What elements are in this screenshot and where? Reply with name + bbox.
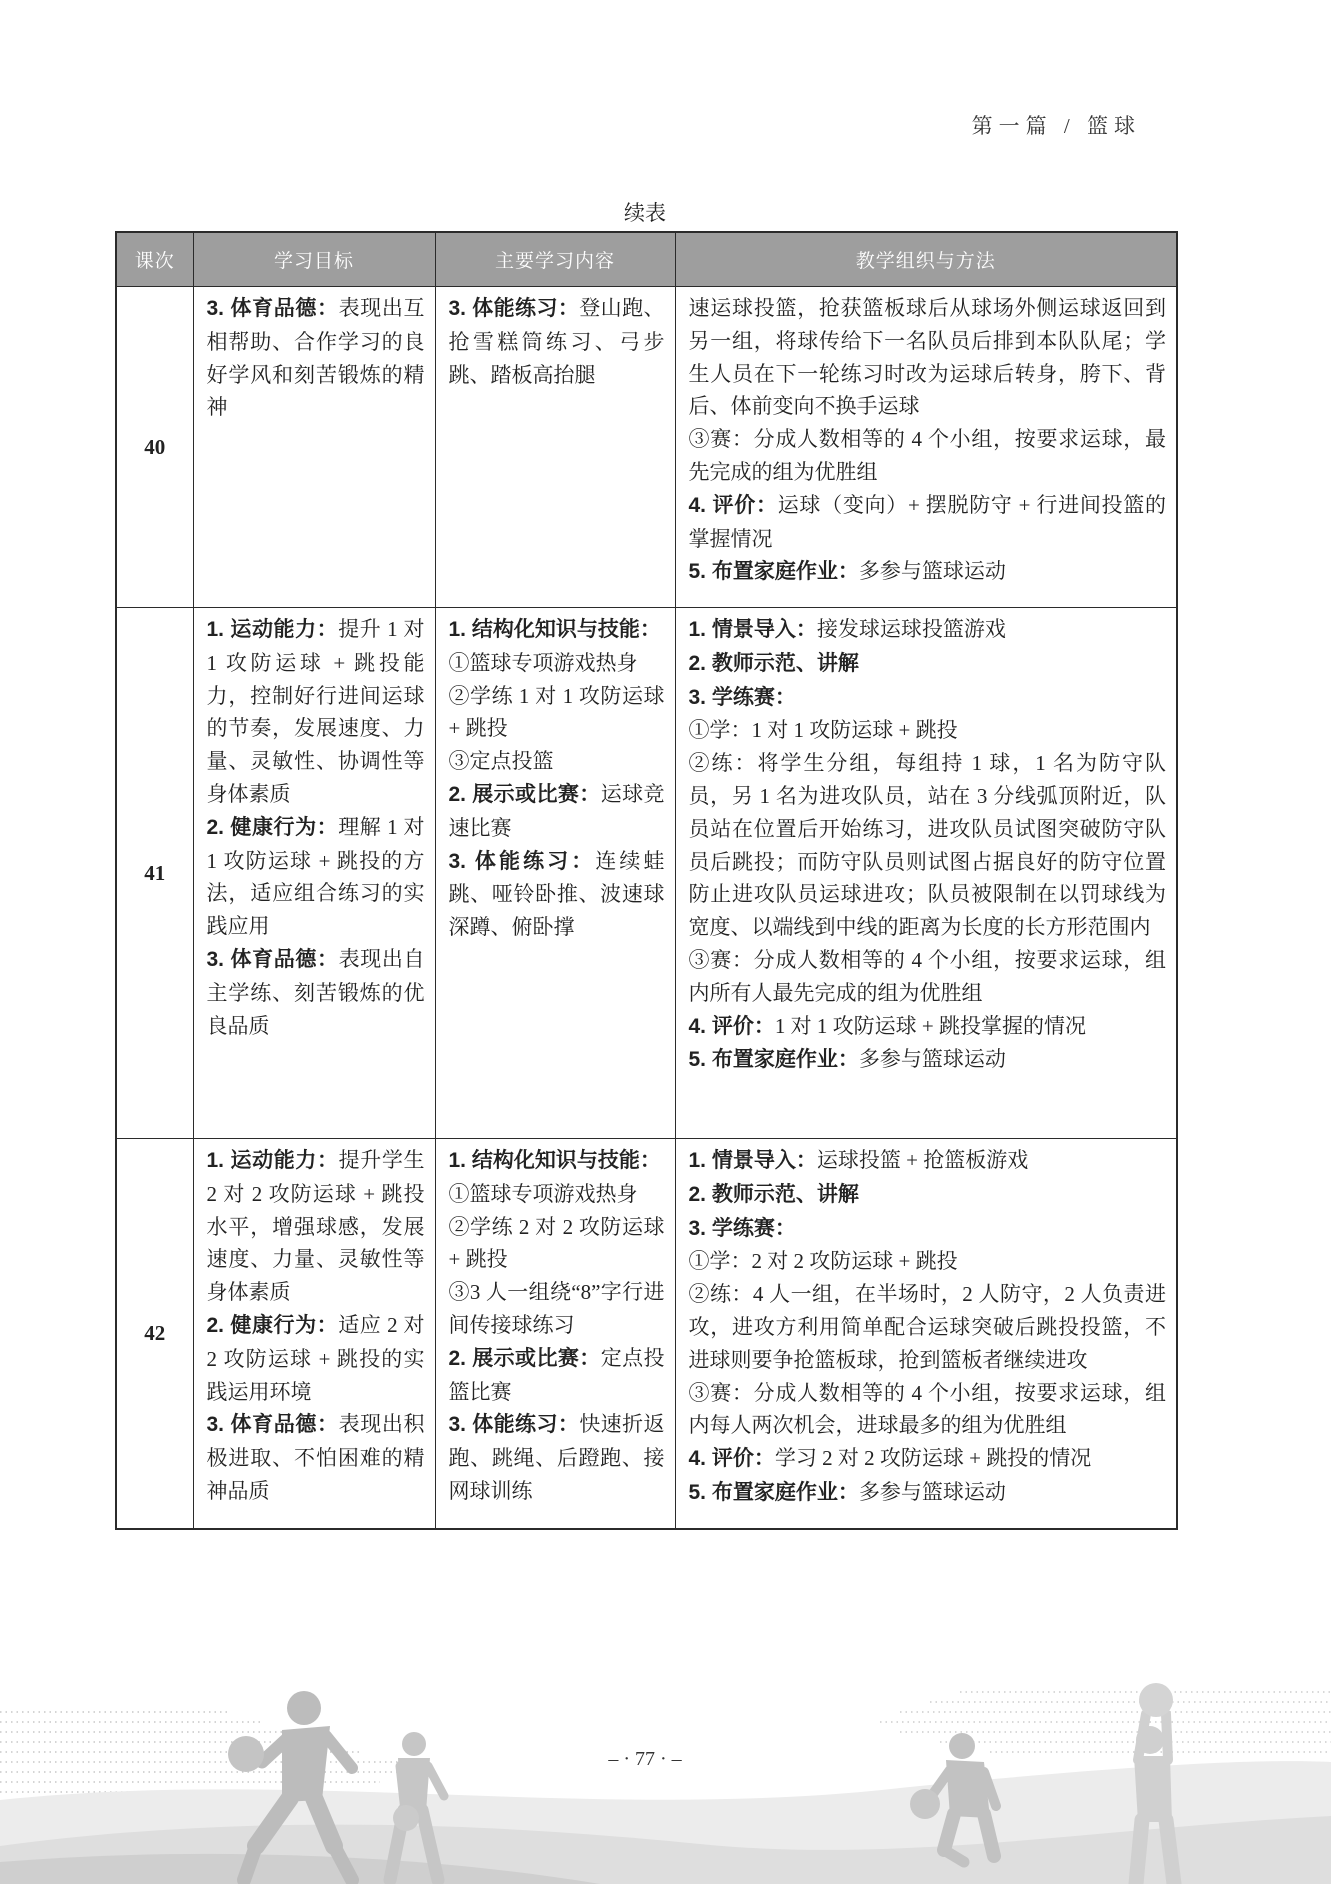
item-text: 表现出自主学练、刻苦锻炼的优良品质	[206, 946, 425, 1038]
item-text: ③赛：分成人数相等的 4 个小组，按要求运球，组内所有人最先完成的组为优胜组	[688, 947, 1166, 1005]
method-item	[689, 1043, 1167, 1077]
item-label: 3. 体能练习：	[448, 297, 580, 320]
method-item	[689, 1377, 1167, 1443]
item-text: ①篮球专项游戏热身	[448, 650, 638, 675]
item-label: 3. 体育品德：	[206, 1413, 339, 1437]
item-label: 3. 体能练习：	[448, 849, 596, 873]
method-item	[689, 1010, 1167, 1044]
table-row	[116, 608, 1177, 1139]
content-cell	[435, 1139, 675, 1529]
item-label: 2. 展示或比赛：	[448, 1346, 601, 1370]
page-number: – · 77 · –	[608, 1748, 682, 1770]
content-item	[449, 778, 665, 845]
item-text: ③3 人一组绕“8”字行进间传接球练习	[448, 1280, 665, 1337]
method-item	[689, 1178, 1167, 1212]
item-label: 2. 健康行为：	[206, 1313, 339, 1337]
content-item	[449, 745, 665, 778]
item-text: 运球（变向）+ 摆脱防守 + 行进间投篮的掌握情况	[688, 492, 1166, 551]
item-label: 2. 教师示范、讲解	[688, 1182, 859, 1206]
item-label: 1. 结构化知识与技能：	[448, 618, 661, 641]
objective-item	[207, 1408, 425, 1507]
item-label: 4. 评价：	[688, 1447, 775, 1471]
objective-item	[207, 292, 425, 424]
table-caption: 续表	[624, 201, 666, 225]
item-label: 2. 展示或比赛：	[448, 782, 601, 806]
item-text: ③赛：分成人数相等的 4 个小组，按要求运球，组内每人两次机会，进球最多的组为优胜组	[688, 1380, 1166, 1438]
item-text: 多参与篮球运动	[858, 1479, 1006, 1504]
method-item	[689, 555, 1167, 589]
table-row	[116, 1139, 1177, 1529]
content-cell	[435, 608, 675, 1139]
item-text: ①学：2 对 2 攻防运球 + 跳投	[688, 1249, 958, 1274]
item-text: 连续蛙跳、哑铃卧推、波速球深蹲、俯卧撑	[448, 848, 665, 940]
item-text: 多参与篮球运动	[858, 1047, 1006, 1072]
item-text: 适应 2 对 2 攻防运球 + 跳投的实践运用环境	[206, 1312, 425, 1404]
lesson-number: 41	[116, 608, 193, 1139]
running-header: 第一篇 / 篮球	[971, 114, 1141, 138]
item-label: 4. 评价：	[688, 493, 778, 517]
item-label: 1. 结构化知识与技能：	[448, 1149, 661, 1172]
item-text: 1 对 1 攻防运球 + 跳投掌握的情况	[774, 1013, 1086, 1038]
item-text: 学习 2 对 2 攻防运球 + 跳投的情况	[774, 1446, 1092, 1471]
method-item	[689, 647, 1167, 681]
item-text: 提升 1 对 1 攻防运球 + 跳投能力，控制好行进间运球的节奏，发展速度、力量、灵敏性、协调性等身体素质	[206, 617, 425, 806]
method-item	[689, 1144, 1167, 1178]
item-label: 1. 运动能力：	[206, 1149, 339, 1172]
halftone-lines-right	[880, 1692, 1331, 1752]
item-text: ②练：将学生分组，每组持 1 球，1 名为防守队员，另 1 名为进攻队员，站在 3 分线弧顶附近，队员站在位置后开始练习，进攻队员试图突破防守队员后跳投；而防守队员则试图占据良好的防守位置防止进攻队员运球进攻；队员被限制在以罚球线为宽度、以端线到中线的距离为长度的长方形范围内	[688, 751, 1166, 940]
item-label: 3. 体育品德：	[206, 947, 339, 971]
item-text: ①学：1 对 1 攻防运球 + 跳投	[688, 718, 958, 743]
item-text: 提升学生 2 对 2 攻防运球 + 跳投水平，增强球感，发展速度、力量、灵敏性等身体素质	[206, 1148, 425, 1305]
content-item	[449, 680, 665, 746]
item-text: ③赛：分成人数相等的 4 个小组，按要求运球，最先完成的组为优胜组	[688, 427, 1166, 484]
item-text: ②练：4 人一组，在半场时，2 人防守，2 人负责进攻，进攻方利用简单配合运球突破后跳投投篮，不进球则要争抢篮板球，抢到篮板者继续进攻	[688, 1282, 1166, 1372]
item-label: 1. 情景导入：	[688, 1149, 817, 1172]
item-text: 表现出积极进取、不怕困难的精神品质	[206, 1412, 425, 1503]
basketball-icon	[228, 1736, 264, 1772]
item-text: 理解 1 对 1 攻防运球 + 跳投的方法，适应组合练习的实践应用	[206, 814, 425, 939]
item-text: 速运球投篮，抢获篮板球后从球场外侧运球返回到另一组，将球传给下一名队员后排到本队队尾；学生人员在下一轮练习时改为运球后转身，胯下、背后、体前变向不换手运球	[688, 296, 1166, 419]
item-text: ③定点投篮	[448, 749, 554, 774]
item-label: 3. 体能练习：	[448, 1413, 580, 1437]
item-text: ②学练 2 对 2 攻防运球 + 跳投	[448, 1214, 665, 1272]
method-item	[689, 1442, 1167, 1476]
column-header-methods: 教学组织与方法	[675, 232, 1177, 287]
content-item	[449, 647, 665, 680]
method-item	[689, 1278, 1167, 1376]
method-item	[689, 714, 1167, 747]
methods-cell	[675, 287, 1177, 608]
content-item	[449, 1342, 665, 1409]
objective-item	[207, 811, 425, 943]
objectives-cell	[193, 287, 435, 608]
basketball-icon	[1139, 1683, 1173, 1717]
item-label: 2. 健康行为：	[206, 815, 339, 839]
column-header-lesson: 课次	[116, 232, 193, 287]
method-item	[689, 1212, 1167, 1246]
item-label: 1. 运动能力：	[206, 618, 339, 641]
content-cell	[435, 287, 675, 608]
table-row	[116, 287, 1177, 608]
content-item	[449, 613, 665, 647]
column-header-objectives: 学习目标	[193, 232, 435, 287]
item-text: ②学练 1 对 1 攻防运球 + 跳投	[448, 683, 665, 741]
method-item	[689, 944, 1167, 1010]
column-header-content: 主要学习内容	[435, 232, 675, 287]
method-item	[689, 613, 1167, 647]
item-label: 5. 布置家庭作业：	[688, 1048, 859, 1072]
item-text: ①篮球专项游戏热身	[448, 1181, 638, 1206]
objectives-cell	[193, 608, 435, 1139]
content-item	[449, 1178, 665, 1211]
table-header-row	[116, 232, 1177, 287]
item-label: 2. 教师示范、讲解	[688, 651, 859, 675]
lesson-number: 40	[116, 287, 193, 608]
halftone-lines-left	[0, 1712, 420, 1802]
objective-item	[207, 613, 425, 811]
method-item	[689, 489, 1167, 556]
item-label: 1. 情景导入：	[688, 618, 817, 641]
item-text: 多参与篮球运动	[858, 559, 1006, 584]
method-item	[689, 292, 1167, 423]
content-item	[449, 1211, 665, 1277]
method-item	[689, 681, 1167, 715]
basketball-icon	[910, 1789, 940, 1819]
item-label: 3. 学练赛：	[688, 685, 796, 709]
method-item	[689, 1476, 1167, 1510]
basketball-icon	[393, 1805, 419, 1831]
item-text: 登山跑、抢雪糕筒练习、弓步跳、踏板高抬腿	[448, 296, 665, 387]
content-item	[449, 1144, 665, 1178]
method-item	[689, 1245, 1167, 1278]
item-text: 运球投篮 + 抢篮板游戏	[816, 1148, 1029, 1172]
lesson-number: 42	[116, 1139, 193, 1529]
method-item	[689, 423, 1167, 489]
objective-item	[207, 943, 425, 1042]
content-item	[449, 1276, 665, 1342]
item-label: 5. 布置家庭作业：	[688, 1480, 859, 1504]
item-text: 接发球运球投篮游戏	[816, 617, 1006, 641]
content-item	[449, 1408, 665, 1507]
objective-item	[207, 1309, 425, 1408]
item-text: 运球竞速比赛	[448, 781, 665, 840]
methods-cell	[675, 608, 1177, 1139]
method-item	[689, 747, 1167, 944]
item-label: 3. 学练赛：	[688, 1216, 796, 1240]
item-text: 快速折返跑、跳绳、后蹬跑、接网球训练	[448, 1412, 665, 1503]
lesson-plan-table	[115, 231, 1178, 1530]
content-item	[449, 292, 665, 391]
item-label: 5. 布置家庭作业：	[688, 560, 859, 584]
methods-cell	[675, 1139, 1177, 1529]
content-item	[449, 845, 665, 944]
objective-item	[207, 1144, 425, 1309]
item-label: 3. 体育品德：	[206, 297, 339, 320]
item-text: 表现出互相帮助、合作学习的良好学风和刻苦锻炼的精神	[206, 296, 425, 420]
objectives-cell	[193, 1139, 435, 1529]
item-label: 4. 评价：	[688, 1014, 775, 1038]
item-text: 定点投篮比赛	[448, 1345, 665, 1404]
